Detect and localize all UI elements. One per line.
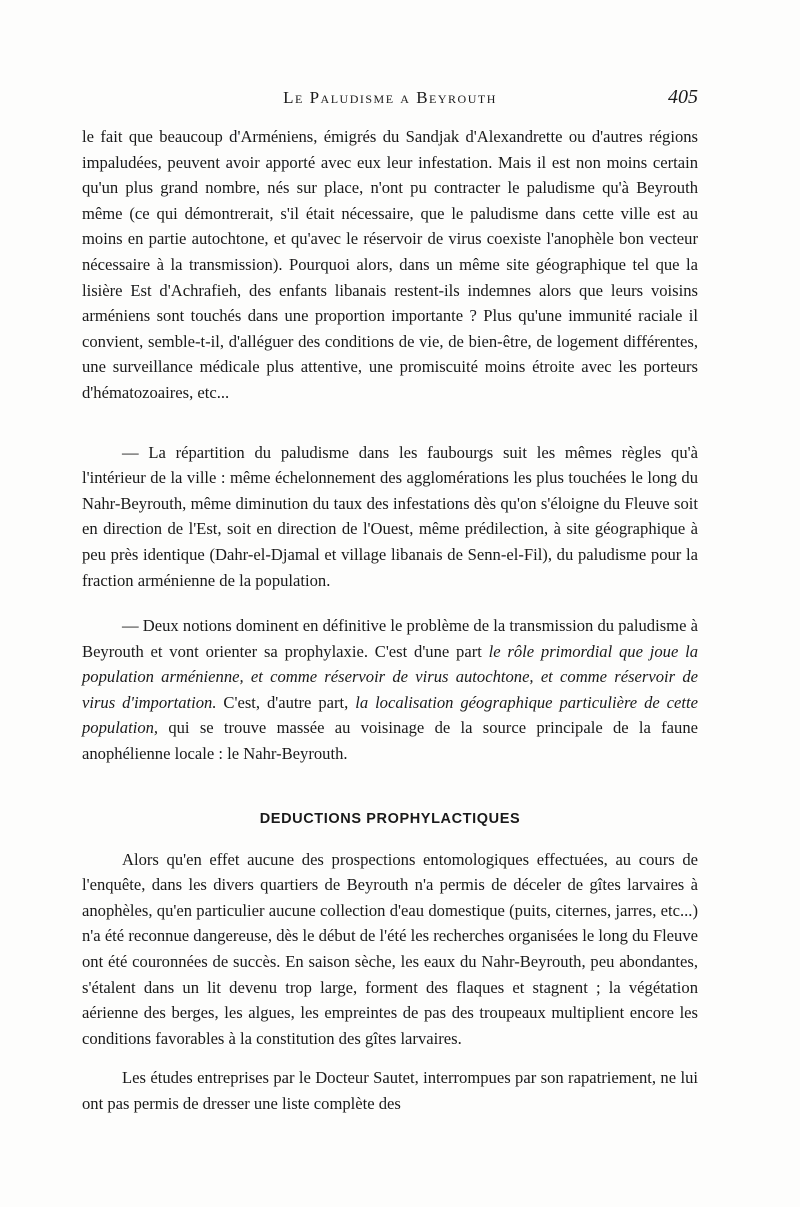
paragraph-text: qui se trouve massée au voisinage de la source principale de la faune anophélienne locale : le Nahr-Beyrouth.	[82, 718, 698, 764]
paragraph-entomological-surveys: Alors qu'en effet aucune des prospections entomologiques effectuées, au cours de l'enquête, dans les divers quartiers de Beyrouth n'a permis de déceler de gîtes larvaires à anophèles, qu'en particulier aucune collection d'eau domestique (puits, citernes, jarres, etc...) n'a été reconnue dangereuse, dès le début de l'été les recherches organisées le long du Fleuve ont été couronnées de succès. En saison sèche, les eaux du Nahr-Beyrouth, peu abondantes, s'étalent dans un lit devenu trop large, forment des flaques et stagnent ; la végétation aérienne des berges, les algues, les empreintes de pas des troupeaux multiplient encore les conditions favorables à la constitution des gîtes larvaires.	[82, 849, 698, 1048]
body-text	[82, 124, 698, 1117]
paragraph-armenian-infestation: le fait que beaucoup d'Arméniens, émigrés du Sandjak d'Alexandrette ou d'autres régions impaludées, peuvent avoir apporté avec eux leur infestation. Mais il est non moins certain qu'un plus grand nombre, nés sur place, n'ont pu contracter le paludisme qu'à Beyrouth même (ce qui démontrerait, s'il était nécessaire, que le paludisme dans cette ville est au moins en partie autochtone, et qu'avec le réservoir de virus coexiste l'anophèle bon vecteur nécessaire à la transmission). Pourquoi alors, dans un même site géographique tel que la lisière Est d'Achrafieh, des enfants libanais restent-ils indemnes alors que leurs voisins arméniens sont touchés dans une proportion importante ? Plus qu'une immunité raciale il convient, semble-t-il, d'alléguer des conditions de vie, de bien-être, de logement différentes, une surveillance médicale plus attentive, une promiscuité moins étroite avec les porteurs d'hématozoaires, etc...	[82, 127, 698, 402]
paragraph-sautet-studies: Les études entreprises par le Docteur Sautet, interrompues par son rapatriement, ne lui ont pas permis de dresser une liste complète des	[82, 1068, 698, 1113]
emphasis-geographic-localisation: la localisation géographique particulière de cette population,	[82, 692, 699, 738]
emphasis-armenian-role: le rôle primordial que joue la population arménienne, et comme réservoir de virus autochtone, et comme réservoir de virus d'importation.	[82, 641, 698, 712]
section-heading: DEDUCTIONS PROPHYLACTIQUES	[259, 810, 521, 827]
paragraph-text: C'est, d'autre part,	[216, 692, 356, 712]
page-number: 405	[668, 86, 698, 108]
paragraph-transmission-notions	[82, 613, 698, 767]
paragraph-text: — Deux notions dominent en définitive le problème de la transmission du paludisme à Beyrouth et vont orienter sa prophylaxie. C'est d'une part	[82, 616, 698, 661]
paragraph-suburbs-distribution: — La répartition du paludisme dans les faubourgs suit les mêmes règles qu'à l'intérieur de la ville : même échelonnement des agglomérations les plus touchées le long du Nahr-Beyrouth, même diminution du taux des infestations dès qu'on s'éloigne du Fleuve soit en direction de l'Est, soit en direction de l'Ouest, même prédilection, à site géographique à peu près identique (Dahr-el-Djamal et village libanais de Senn-el-Fil), du paludisme pour la fraction arménienne de la population.	[82, 442, 698, 590]
running-title: Le Paludisme a Beyrouth	[283, 88, 497, 107]
running-header	[82, 88, 698, 112]
